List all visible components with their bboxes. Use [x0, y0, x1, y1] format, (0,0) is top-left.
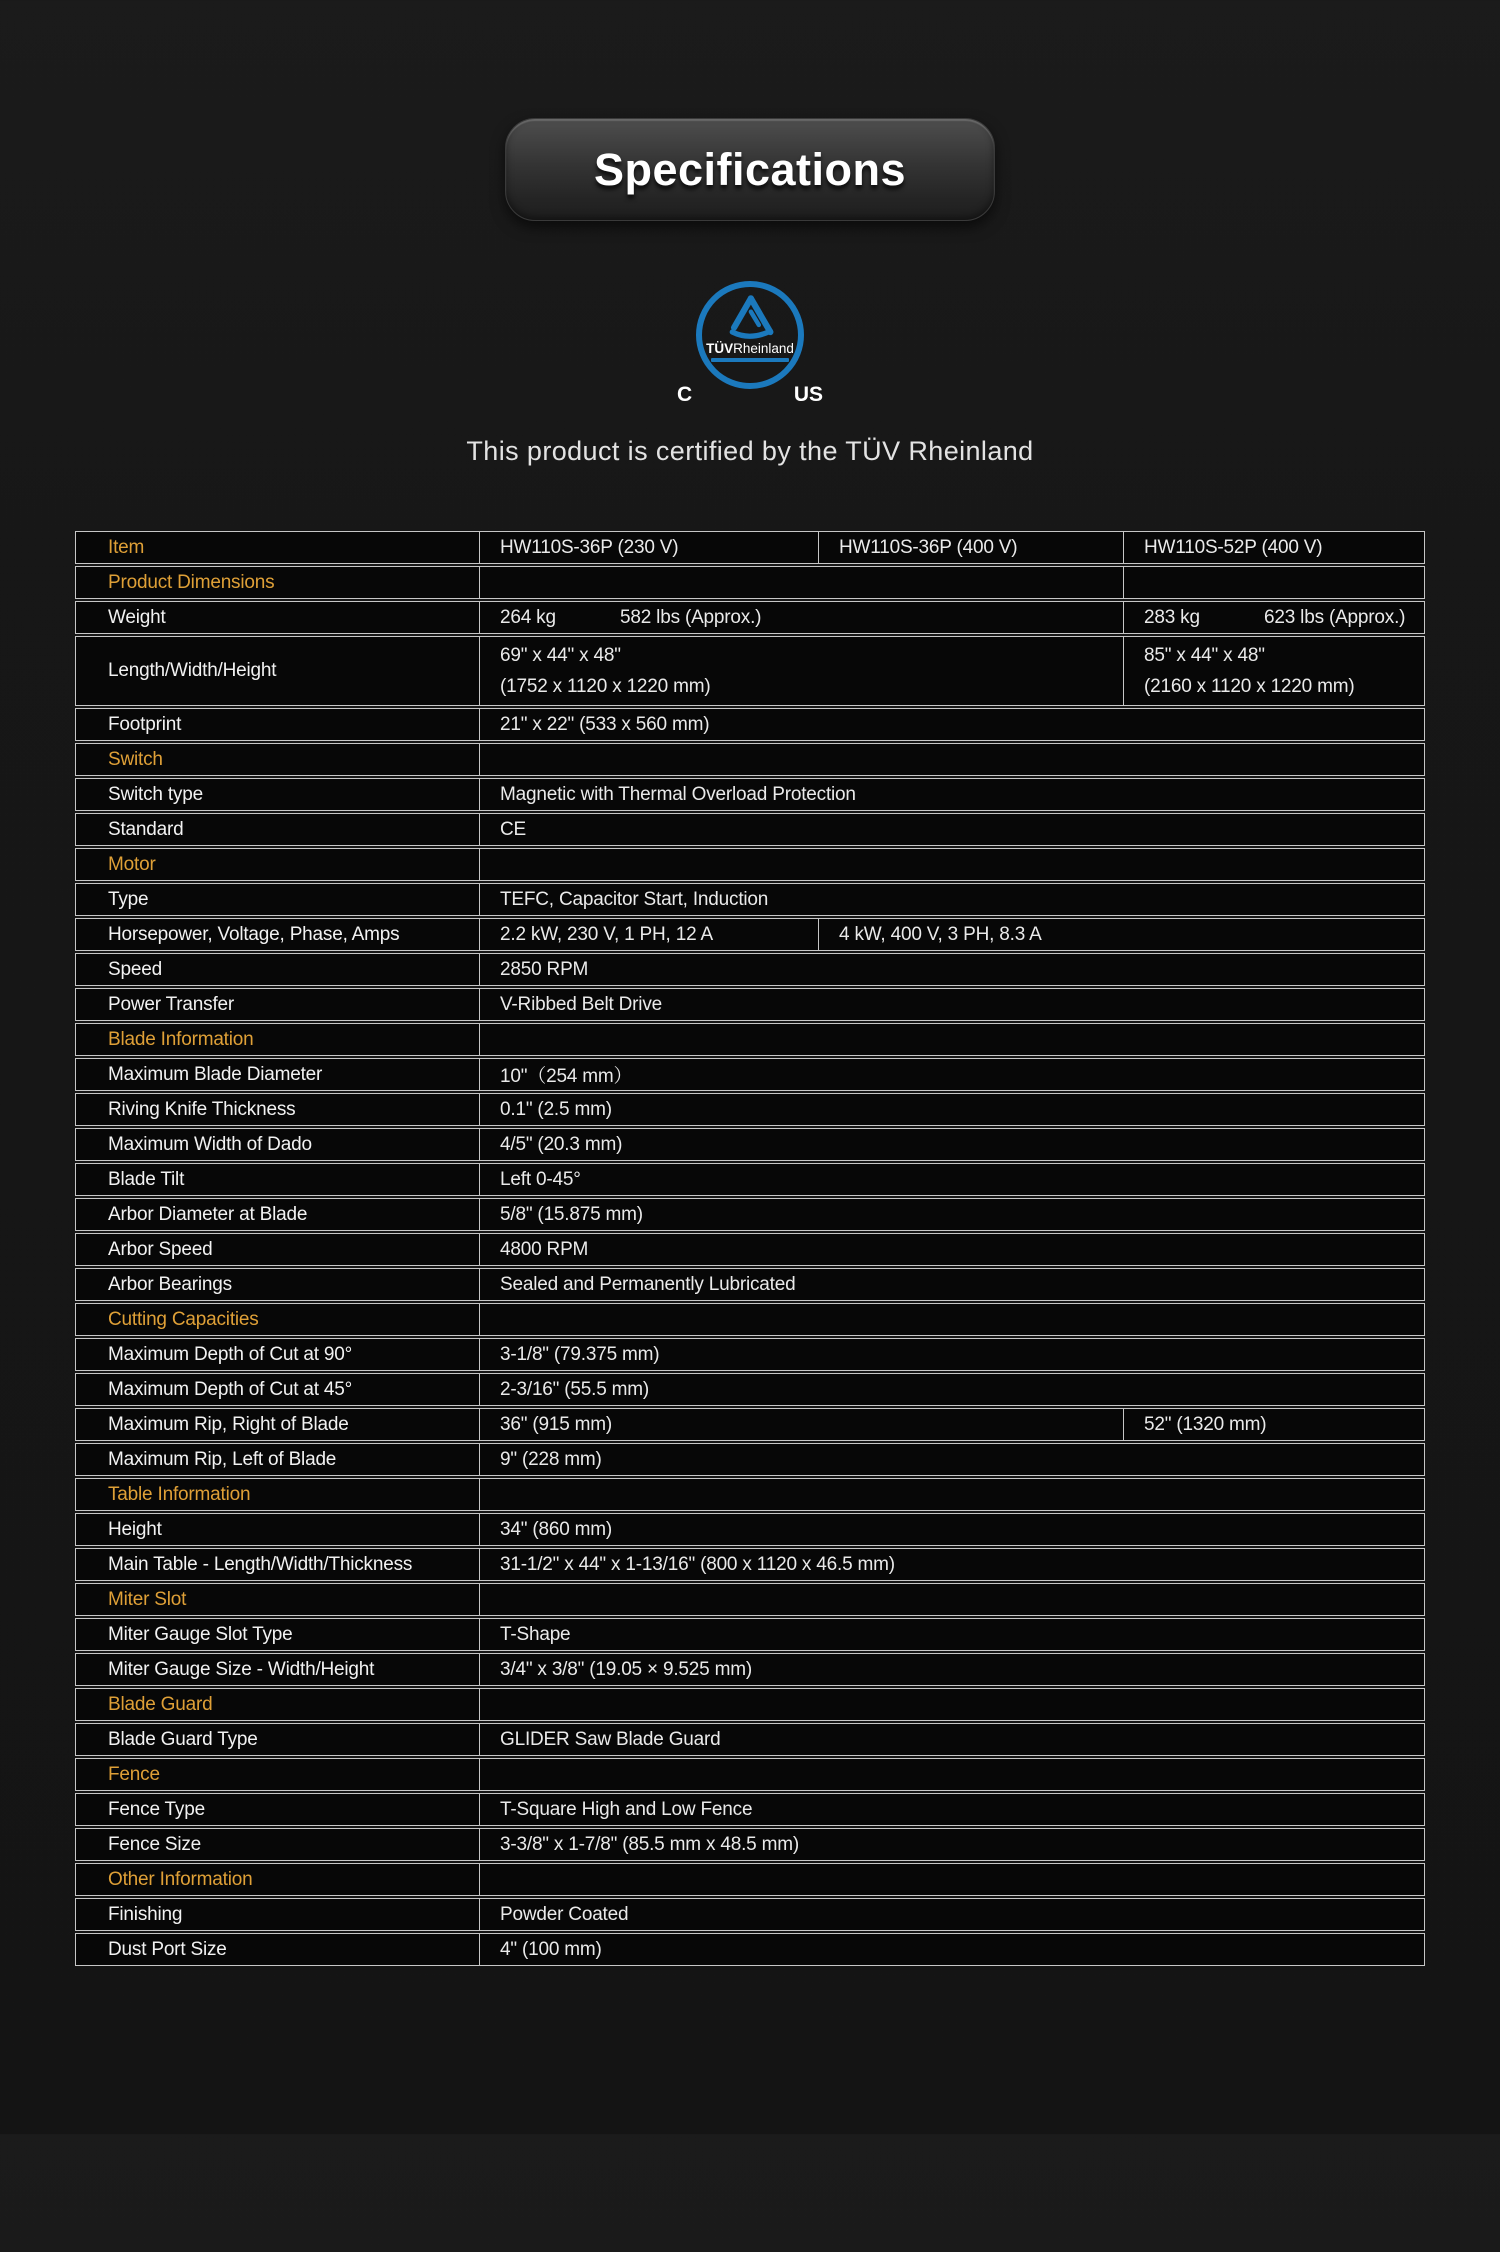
value-cell: 36" (915 mm) [479, 1409, 1123, 1440]
row-label: Blade Information [108, 1028, 254, 1050]
row-label: Maximum Rip, Left of Blade [108, 1448, 337, 1470]
row-label: Blade Tilt [108, 1168, 185, 1190]
row-label: Length/Width/Height [108, 660, 277, 681]
section-row [75, 1023, 1425, 1056]
row-label: Product Dimensions [108, 571, 275, 593]
row-label: Arbor Bearings [108, 1273, 232, 1295]
certification-caption: This product is certified by the TÜV Rheinland [466, 436, 1034, 466]
row-label: Switch [108, 748, 163, 770]
value-cell: 3/4" x 3/8" (19.05 × 9.525 mm) [479, 1654, 1424, 1685]
value-cell: Magnetic with Thermal Overload Protection [479, 779, 1424, 810]
spec-row [75, 708, 1425, 741]
row-label: Fence [108, 1763, 160, 1785]
spec-row [75, 1163, 1425, 1196]
spec-row [75, 883, 1425, 916]
tuv-certification-logo [675, 281, 825, 407]
spec-row [75, 813, 1425, 846]
row-label: Miter Slot [108, 1588, 187, 1610]
spec-row [75, 1933, 1425, 1966]
value-cell: HW110S-36P (400 V) [818, 532, 1123, 563]
value-cell: T-Shape [479, 1619, 1424, 1650]
section-row [75, 1863, 1425, 1896]
row-label: Type [108, 888, 149, 910]
row-label: Item [108, 536, 145, 558]
value-cell: 34" (860 mm) [479, 1514, 1424, 1545]
spec-row [75, 1233, 1425, 1266]
spec-row [75, 1898, 1425, 1931]
value-cell [479, 567, 1123, 598]
value-cell: Sealed and Permanently Lubricated [479, 1269, 1424, 1300]
section-row [75, 1583, 1425, 1616]
spec-row [75, 1513, 1425, 1546]
value-cell: 21" x 22" (533 x 560 mm) [479, 709, 1424, 740]
value-cell: 283 kg 623 lbs (Approx.) [1123, 602, 1424, 633]
value-cell: 5/8" (15.875 mm) [479, 1199, 1424, 1230]
spec-row [75, 1408, 1425, 1441]
row-label: Cutting Capacities [108, 1308, 259, 1330]
value-cell: 3-3/8" x 1-7/8" (85.5 mm x 48.5 mm) [479, 1829, 1424, 1860]
row-label: Maximum Depth of Cut at 90° [108, 1343, 353, 1365]
tuv-brand-underline [711, 358, 789, 362]
row-label: Horsepower, Voltage, Phase, Amps [108, 923, 400, 945]
value-cell: GLIDER Saw Blade Guard [479, 1724, 1424, 1755]
row-label: Arbor Diameter at Blade [108, 1203, 308, 1225]
row-label: Power Transfer [108, 993, 235, 1015]
row-label: Weight [108, 606, 166, 628]
spec-row [75, 1128, 1425, 1161]
row-label: Blade Guard Type [108, 1728, 258, 1750]
spec-row [75, 953, 1425, 986]
spec-row [75, 1373, 1425, 1406]
value-cell: 31-1/2" x 44" x 1-13/16" (800 x 1120 x 46.5 mm) [479, 1549, 1424, 1580]
spec-row [75, 1653, 1425, 1686]
spec-row [75, 1058, 1425, 1091]
row-label: Maximum Depth of Cut at 45° [108, 1378, 353, 1400]
value-cell: 264 kg 582 lbs (Approx.) [479, 602, 1123, 633]
value-cell: 2.2 kW, 230 V, 1 PH, 12 A [479, 919, 818, 950]
spec-row [75, 601, 1425, 634]
value-cell: HW110S-36P (230 V) [479, 532, 818, 563]
row-label: Dust Port Size [108, 1938, 227, 1960]
section-row [75, 848, 1425, 881]
value-cell: Left 0-45° [479, 1164, 1424, 1195]
value-cell: 2-3/16" (55.5 mm) [479, 1374, 1424, 1405]
spec-row [75, 1793, 1425, 1826]
row-label: Switch type [108, 783, 203, 805]
row-label: Miter Gauge Slot Type [108, 1623, 293, 1645]
value-cell: HW110S-52P (400 V) [1123, 532, 1424, 563]
row-label: Motor [108, 853, 156, 875]
row-label: Maximum Blade Diameter [108, 1063, 323, 1085]
spec-row [75, 1723, 1425, 1756]
value-cell: 10"（254 mm） [479, 1059, 1424, 1090]
spec-row [75, 1618, 1425, 1651]
value-cell [479, 744, 1424, 775]
row-label: Blade Guard [108, 1693, 213, 1715]
row-label: Other Information [108, 1868, 253, 1890]
row-label: Maximum Rip, Right of Blade [108, 1413, 349, 1435]
spec-row [75, 1093, 1425, 1126]
c-mark: C [677, 383, 693, 406]
us-mark: US [793, 383, 823, 406]
row-label: Fence Type [108, 1798, 205, 1820]
value-cell [1123, 567, 1424, 598]
value-cell [479, 1584, 1424, 1615]
value-cell: 4800 RPM [479, 1234, 1424, 1265]
spec-row [75, 636, 1425, 706]
value-cell: T-Square High and Low Fence [479, 1794, 1424, 1825]
value-cell: TEFC, Capacitor Start, Induction [479, 884, 1424, 915]
section-row [75, 566, 1425, 599]
value-cell: CE [479, 814, 1424, 845]
row-label: Main Table - Length/Width/Thickness [108, 1553, 413, 1575]
spec-row [75, 1548, 1425, 1581]
page-title: Specifications [593, 143, 907, 195]
tuv-logo-circle [696, 281, 804, 389]
value-cell: 0.1" (2.5 mm) [479, 1094, 1424, 1125]
spec-row [75, 918, 1425, 951]
value-cell [479, 1759, 1424, 1790]
row-label: Speed [108, 958, 162, 980]
row-label: Miter Gauge Size - Width/Height [108, 1658, 375, 1680]
specifications-title-button [505, 118, 995, 221]
spec-row [75, 778, 1425, 811]
row-label: Footprint [108, 713, 182, 735]
value-cell: 4/5" (20.3 mm) [479, 1129, 1424, 1160]
value-cell [479, 1479, 1424, 1510]
spec-row [75, 1338, 1425, 1371]
row-label: Table Information [108, 1483, 251, 1505]
spec-row [75, 988, 1425, 1021]
value-cell: 52" (1320 mm) [1123, 1409, 1424, 1440]
value-cell: 4 kW, 400 V, 3 PH, 8.3 A [818, 919, 1424, 950]
specifications-table [75, 531, 1425, 1966]
value-cell: V-Ribbed Belt Drive [479, 989, 1424, 1020]
row-label: Finishing [108, 1903, 183, 1925]
row-label: Arbor Speed [108, 1238, 213, 1260]
value-cell: 9" (228 mm) [479, 1444, 1424, 1475]
value-cell: 3-1/8" (79.375 mm) [479, 1339, 1424, 1370]
tuv-brand-text: TÜVRheinland [706, 341, 794, 356]
row-label: Maximum Width of Dado [108, 1133, 312, 1155]
value-cell [479, 1864, 1424, 1895]
section-row [75, 1688, 1425, 1721]
value-cell [479, 849, 1424, 880]
spec-row [75, 1443, 1425, 1476]
section-row [75, 1303, 1425, 1336]
row-label: Height [108, 1518, 162, 1540]
value-cell [479, 1304, 1424, 1335]
spec-row [75, 531, 1425, 564]
value-cell: 4" (100 mm) [479, 1934, 1424, 1965]
value-cell [479, 1689, 1424, 1720]
section-row [75, 1758, 1425, 1791]
row-label: Fence Size [108, 1833, 202, 1855]
spec-row [75, 1268, 1425, 1301]
value-cell: 69" x 44" x 48" (1752 x 1120 x 1220 mm) [479, 637, 1123, 705]
tuv-triangle-icon [723, 294, 777, 340]
section-row [75, 743, 1425, 776]
value-cell: 2850 RPM [479, 954, 1424, 985]
value-cell [479, 1024, 1424, 1055]
row-label: Standard [108, 818, 184, 840]
value-cell: 85" x 44" x 48" (2160 x 1120 x 1220 mm) [1123, 637, 1424, 705]
spec-row [75, 1828, 1425, 1861]
row-label: Riving Knife Thickness [108, 1098, 296, 1120]
spec-row [75, 1198, 1425, 1231]
section-row [75, 1478, 1425, 1511]
value-cell: Powder Coated [479, 1899, 1424, 1930]
